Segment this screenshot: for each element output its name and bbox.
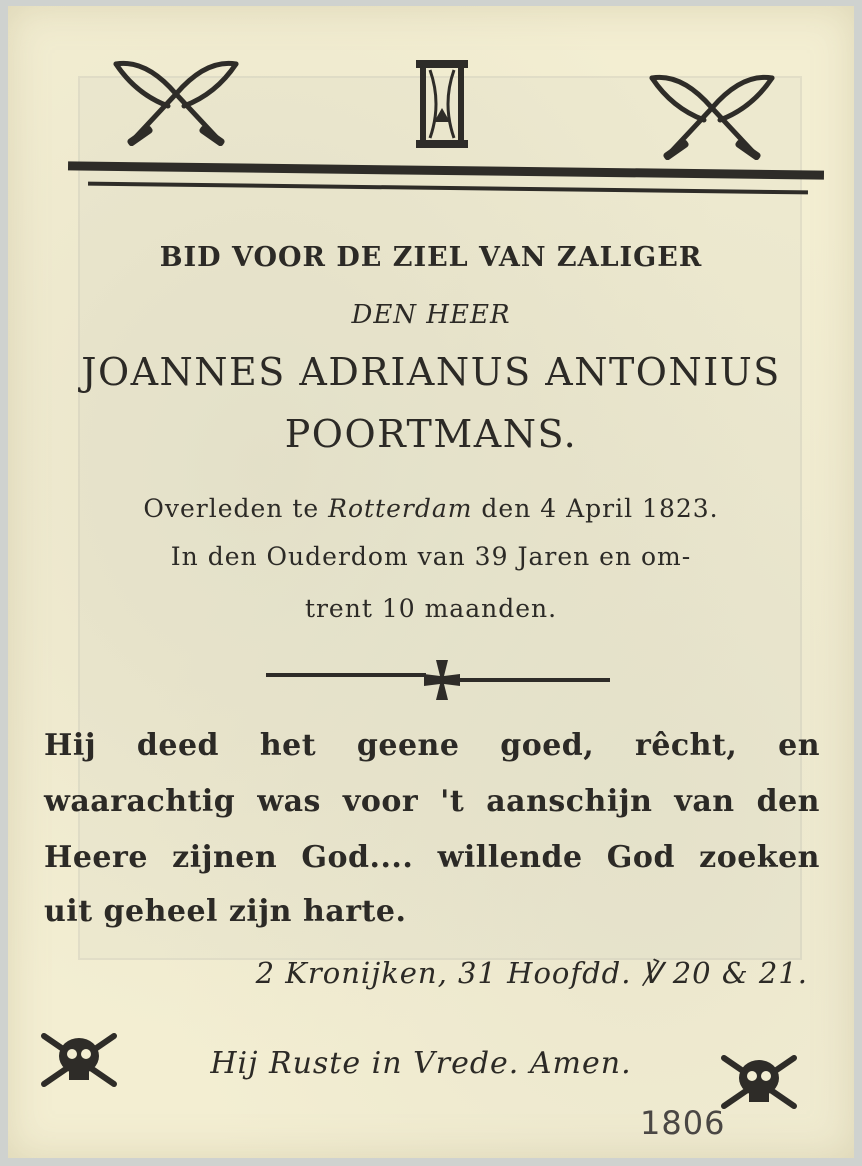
closing-prayer: Hij Ruste in Vrede. Amen.: [210, 1046, 632, 1081]
skull-crossbones-right-icon: [716, 1048, 802, 1114]
death-line-1-prefix: Overleden te: [143, 494, 329, 523]
verse-line-3: Heere zijnen God.... willende God zoeken: [44, 840, 820, 875]
deceased-name-line-1: JOANNES ADRIANUS ANTONIUS: [81, 350, 781, 394]
cross-pattee-icon: [420, 658, 464, 702]
hourglass-icon: [412, 58, 472, 150]
memorial-card: [8, 6, 854, 1158]
death-line-3: trent 10 maanden.: [304, 594, 558, 623]
deceased-name-line-2: POORTMANS.: [284, 412, 578, 456]
death-line-1-suffix: den 4 April 1823.: [472, 494, 719, 523]
divider-right: [460, 678, 610, 682]
verse-line-1: Hij deed het geene goed, rêcht, en: [44, 728, 820, 763]
verse-line-4: uit geheel zijn harte.: [44, 894, 407, 929]
catalog-number: 1806: [640, 1104, 726, 1142]
crossed-scythes-left-icon: [106, 54, 246, 146]
verse-line-2: waarachtig was voor 't aanschijn van den: [44, 784, 820, 819]
divider-left: [266, 673, 426, 677]
death-line-2: In den Ouderdom van 39 Jaren en om-: [170, 542, 692, 571]
death-line-1: [8, 494, 854, 523]
subheading: DEN HEER: [351, 300, 511, 330]
scripture-reference: 2 Kronijken, 31 Hoofdd. ℣ 20 & 21.: [255, 956, 808, 990]
crossed-scythes-right-icon: [642, 68, 782, 160]
heading: BID VOOR DE ZIEL VAN ZALIGER: [159, 242, 703, 273]
death-place: Rotterdam: [328, 494, 473, 523]
